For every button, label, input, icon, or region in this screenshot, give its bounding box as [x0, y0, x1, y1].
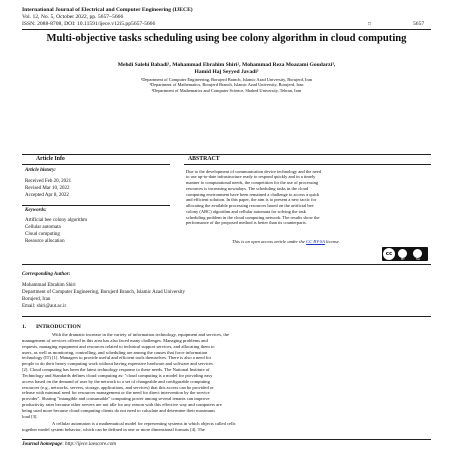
- intro-line: management of services offered in this area has also faced many challenges. Managing problems and: [22, 337, 208, 343]
- corresponding-name: Mohammad Ebrahim Shiri: [22, 283, 76, 288]
- corresponding-rule: [22, 316, 431, 317]
- intro-line: provider". Sharing "intangible and consumable" computing power among several tenants can improve: [22, 396, 210, 402]
- footer-separator: :: [62, 441, 65, 447]
- authors-line-2: Hamid Haj Seyyed Javadi³: [194, 69, 259, 75]
- intro-line: Technology and Standards defines cloud computing as: "cloud computing is a model for providing easy: [22, 372, 213, 378]
- abstract-line: to use up-to-date infrastructure ready to respond quickly and in a timely: [186, 174, 316, 180]
- intro-line: productivity rates because other servers are not idle for any reason with this effective way and computers are: [22, 402, 222, 408]
- license-prefix: This is an open access article under the: [232, 239, 307, 244]
- journal-issn: ISSN: 2088-8708, DOI: 10.11591/ijece.v12i5.pp5657-5666: [22, 21, 156, 27]
- corresponding-email[interactable]: Email: shiri@aut.ac.ir: [22, 304, 67, 309]
- abstract-line: performance of the proposed method is better than its counterparts.: [186, 220, 307, 226]
- journal-volume: Vol. 12, No. 5, October 2022, pp. 5657~5666: [22, 14, 124, 20]
- homepage-link[interactable]: http://ijece.iaescore.com: [64, 441, 117, 447]
- paper-title: Multi-objective tasks scheduling using bee colony algorithm in cloud computing: [46, 33, 407, 44]
- intro-line: A cellular automaton is a mathematical model for representing systems in which objects called cells: [52, 421, 236, 427]
- abstract-line: Due to the development of communication device technology and the need: [186, 168, 321, 174]
- affiliation-2: ²Department of Mathematics, Borujerd Branch, Islamic Azad University, Borujerd, Iran: [149, 82, 304, 88]
- revised-date: Revised Mar 10, 2022: [25, 186, 70, 191]
- keyword-item: Cloud computing: [25, 232, 60, 237]
- abstract-line: computing environment have been remained a challenge to access a quick: [186, 191, 320, 197]
- abstract-line: colony (ABC) algorithm and cellular automata for solving the task: [186, 208, 306, 214]
- abstract-heading: ABSTRACT: [188, 156, 220, 162]
- affiliation-3: ³Department of Mathematics and Computer Science, Shahed University, Tehran, Iran: [151, 87, 302, 93]
- footer-rule: [22, 439, 431, 440]
- intro-line: technology (IT) [1]. Managers to provide useful and efficient tools themselves. There is also a need for: [22, 355, 212, 361]
- authors-line-1: Mehdi Salehi Babadi¹, Mohammad Ebrahim Shiri², Mohammad Reza Moazami Goudarzi³,: [117, 62, 336, 68]
- license-link[interactable]: CC BY-SA: [306, 239, 325, 244]
- intro-line: resources (e.g., networks, servers, storage, applications, and services) that this access can be provided or: [22, 384, 214, 390]
- footer: [22, 441, 116, 447]
- intro-line: together model system behavior, which can be defined in one or more dimensional formats [4]. The: [22, 427, 205, 432]
- intro-line: requests, managing equipment and resources related to technical support services, and allocating them to: [22, 343, 215, 349]
- license-suffix: license.: [324, 239, 340, 244]
- intro-line: release with minimal need for resources management or the need for direct intervention by the service: [22, 390, 210, 396]
- info-bottom-rule: [22, 264, 431, 265]
- history-label: Article history:: [25, 168, 56, 173]
- abstract-heading-rule: [184, 164, 431, 165]
- cc-by-sa-badge[interactable]: [382, 247, 428, 261]
- keywords-label: Keywords:: [25, 208, 47, 213]
- info-heading-rule: [22, 164, 170, 165]
- intro-line: being used more because cloud computing clients do not need to calculate and determine their maximum: [22, 407, 215, 413]
- keyword-item: Cellular automata: [25, 225, 61, 230]
- intro-body: [22, 332, 430, 433]
- keyword-item: Artificial bee colony algorithm: [25, 218, 88, 223]
- keyword-item: Resource allocation: [25, 239, 65, 244]
- received-date: Received Feb 20, 2021: [25, 179, 72, 184]
- keywords-rule: [22, 205, 170, 206]
- intro-line: load [3].: [22, 413, 38, 419]
- intro-line: With the dramatic increase in the variety of information technology, equipment and services, the: [52, 332, 229, 337]
- footer-label: Journal homepage: [22, 441, 63, 447]
- article-info-heading: Article Info: [36, 156, 65, 162]
- page-square-icon: □: [368, 22, 372, 27]
- corresponding-label: Corresponding Author:: [22, 272, 71, 277]
- accepted-date: Accepted Apr 8, 2022: [25, 193, 69, 198]
- journal-name: International Journal of Electrical and Computer Engineering (IJECE): [22, 7, 193, 13]
- abstract-body: [186, 169, 428, 227]
- abstract-line: scheduling problem in the cloud computing network. The results show the: [186, 214, 320, 220]
- intro-line: users, as well as monitoring, controlling, and scheduling are among the causes that force information: [22, 349, 208, 355]
- by-label: BY: [401, 256, 405, 261]
- affiliation-1: ¹Department of Computer Engineering, Borujerd Branch, Islamic Azad University, Borujerd, Iran: [140, 77, 313, 82]
- header-rule: [22, 29, 431, 30]
- sa-label: SA: [415, 256, 420, 261]
- cc-icon: cc: [383, 248, 395, 260]
- corresponding-city: Borujerd, Iran: [22, 297, 51, 302]
- abstract-line: resources is increasing nowadays. The scheduling tasks in the cloud: [186, 185, 309, 191]
- page-number: 5657: [413, 21, 425, 27]
- abstract-line: and efficient solution. In this paper, the aim is to present a new tactic for: [186, 197, 317, 203]
- intro-line: [2]. Cloud computing has been the latest technology response to these needs. The National Institute of: [22, 367, 210, 373]
- intro-line: access based on the demand of user by the network to a set of changeable and configurable computing: [22, 378, 210, 384]
- abstract-line: allocating the available processing resources based on the artificial bee: [186, 203, 314, 208]
- license-line: [232, 239, 340, 244]
- intro-line: people to do their heavy computing work without having expensive hardware and software and services: [22, 361, 213, 367]
- abstract-line: manner to computational needs, the competition for the use of processing: [186, 180, 319, 185]
- corresponding-dept: Department of Computer Engineering, Borujerd Branch, Islamic Azad University: [22, 290, 186, 295]
- intro-heading: 1. INTRODUCTION: [22, 324, 81, 330]
- info-top-rule: [22, 154, 431, 155]
